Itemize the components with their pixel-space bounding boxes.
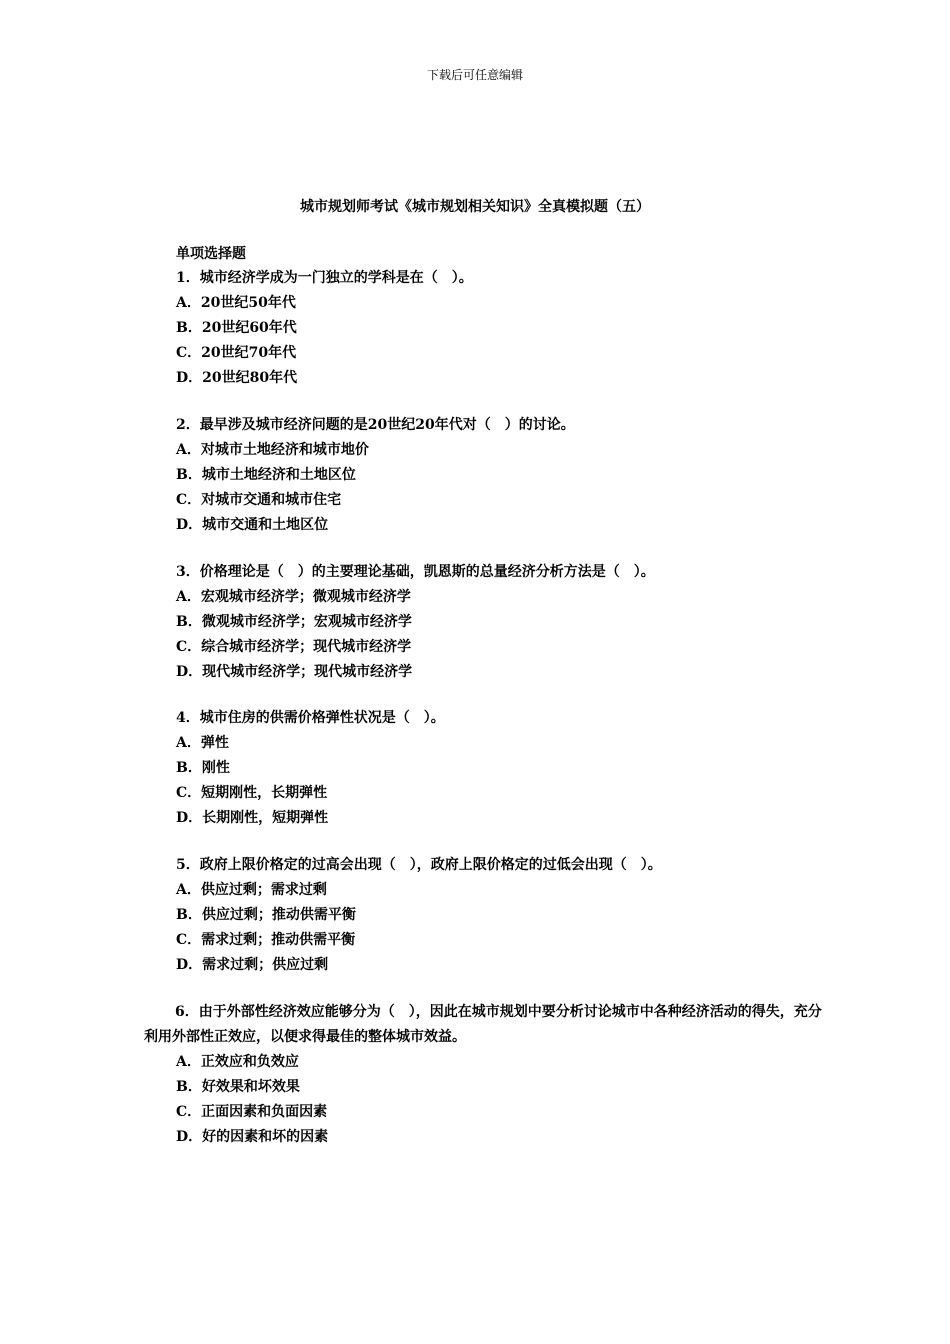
option-list: [144, 1050, 824, 1150]
option-c: C．对城市交通和城市住宅: [176, 492, 342, 508]
option-c: C．20世纪70年代: [176, 345, 297, 361]
question-5: [176, 853, 662, 978]
option-c: C．正面因素和负面因素: [176, 1104, 328, 1120]
option-a: A．供应过剩；需求过剩: [176, 882, 327, 898]
section-title: 单项选择题: [176, 246, 246, 262]
option-d: D．需求过剩；供应过剩: [176, 957, 329, 973]
option-b: B．20世纪60年代: [176, 320, 297, 336]
question-1: [176, 266, 473, 391]
question-stem: 4．城市住房的供需价格弹性状况是（ ）。: [176, 710, 445, 726]
header-note: 下载后可任意编辑: [426, 68, 523, 82]
option-a: A．宏观城市经济学；微观城市经济学: [176, 589, 411, 605]
page-title: 城市规划师考试《城市规划相关知识》全真模拟题（五）: [300, 199, 650, 215]
option-b: B．微观城市经济学；宏观城市经济学: [176, 614, 412, 630]
option-c: C．短期刚性，长期弹性: [176, 785, 328, 801]
option-a: A．20世纪50年代: [176, 295, 296, 311]
option-c: C．需求过剩；推动供需平衡: [176, 932, 356, 948]
option-a: A．对城市土地经济和城市地价: [176, 442, 369, 458]
question-6: [144, 1000, 824, 1150]
option-b: B．供应过剩；推动供需平衡: [176, 907, 356, 923]
question-stem: 1．城市经济学成为一门独立的学科是在（ ）。: [176, 270, 473, 286]
question-stem: 6．由于外部性经济效应能够分为（ ），因此在城市规划中要分析讨论城市中各种经济活动的得失，充分利用外部性正效应，以便求得最佳的整体城市效益。: [144, 1004, 822, 1045]
question-stem: 3．价格理论是（ ）的主要理论基础，凯恩斯的总量经济分析方法是（ ）。: [176, 564, 655, 580]
option-b: B．刚性: [176, 760, 230, 776]
option-b: B．好效果和坏效果: [176, 1079, 300, 1095]
option-d: D．现代城市经济学；现代城市经济学: [176, 664, 413, 680]
option-d: D．好的因素和坏的因素: [176, 1129, 329, 1145]
option-b: B．城市土地经济和土地区位: [176, 467, 356, 483]
question-2: [176, 413, 575, 538]
option-a: A．正效应和负效应: [176, 1054, 299, 1070]
question-3: [176, 560, 655, 685]
question-4: [176, 706, 445, 831]
option-d: D．20世纪80年代: [176, 370, 298, 386]
question-stem: 5．政府上限价格定的过高会出现（ ），政府上限价格定的过低会出现（ ）。: [176, 857, 662, 873]
option-c: C．综合城市经济学；现代城市经济学: [176, 639, 412, 655]
option-a: A．弹性: [176, 735, 229, 751]
option-d: D．城市交通和土地区位: [176, 517, 329, 533]
option-d: D．长期刚性，短期弹性: [176, 810, 329, 826]
question-stem: 2．最早涉及城市经济问题的是20世纪20年代对（ ）的讨论。: [176, 417, 575, 433]
